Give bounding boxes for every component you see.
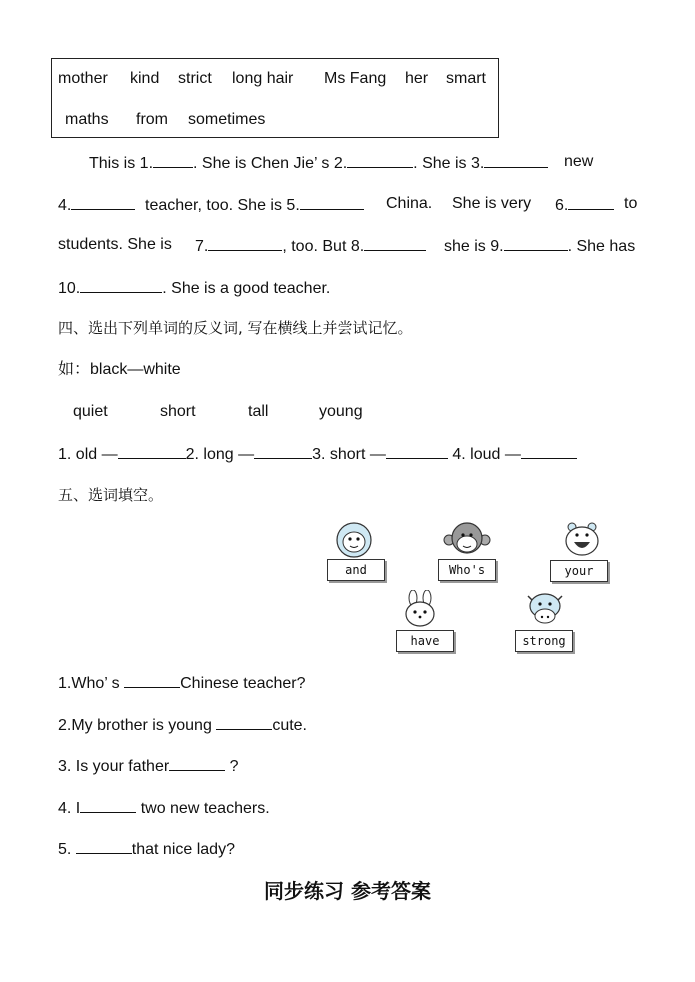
word-bank-item: mother	[58, 70, 108, 87]
word-bank-item: her	[405, 70, 429, 87]
passage-text: She is very	[452, 195, 532, 212]
passage-text: 10. . She is a good teacher.	[58, 277, 330, 299]
antonym-question: 1. old — 2. long — 3. short — 4. loud —	[58, 443, 577, 465]
answer-blank[interactable]	[364, 235, 426, 251]
answer-blank[interactable]	[169, 755, 225, 771]
monkey-icon	[442, 520, 492, 560]
word-card-strong: strong	[515, 630, 573, 652]
lion-icon	[332, 520, 376, 560]
word-bank-item: kind	[130, 70, 160, 87]
answer-blank[interactable]	[71, 194, 135, 210]
cow-icon	[522, 588, 568, 628]
choice-word: tall	[248, 403, 269, 420]
word-bank-item: from	[136, 111, 168, 128]
word-bank-item: Ms Fang	[324, 70, 387, 87]
word-bank-item: long hair	[232, 70, 294, 87]
fill-question: 4. I two new teachers.	[58, 797, 270, 819]
passage-text: new	[564, 153, 594, 170]
answer-blank[interactable]	[80, 797, 136, 813]
passage-text: This is 1. . She is Chen Jie’ s 2. . She is 3.	[89, 152, 548, 174]
section-heading: 四、选出下列单词的反义词, 写在横线上并尝试记忆。	[58, 319, 413, 337]
passage-text: students. She is	[58, 236, 172, 253]
word-bank-item: sometimes	[188, 111, 266, 128]
answer-blank[interactable]	[568, 194, 614, 210]
choice-word: quiet	[73, 403, 108, 420]
rabbit-icon	[400, 590, 440, 628]
answer-blank[interactable]	[80, 277, 162, 293]
answer-key-title: 同步练习 参考答案	[264, 879, 431, 903]
answer-blank[interactable]	[484, 152, 548, 168]
passage-text: 7. , too. But 8.	[195, 235, 426, 257]
word-bank-item: smart	[446, 70, 486, 87]
example-text: 如：black—white	[58, 361, 181, 378]
fill-question: 1.Who’ s Chinese teacher?	[58, 672, 306, 694]
answer-blank[interactable]	[76, 838, 132, 854]
answer-blank[interactable]	[216, 714, 272, 730]
word-card-whos: Who's	[438, 559, 496, 581]
choice-word: young	[319, 403, 363, 420]
answer-blank[interactable]	[208, 235, 282, 251]
fill-question: 2.My brother is young cute.	[58, 714, 307, 736]
word-card-have: have	[396, 630, 454, 652]
word-card-your: your	[550, 560, 608, 582]
word-bank-item: maths	[65, 111, 109, 128]
answer-blank[interactable]	[386, 443, 448, 459]
answer-blank[interactable]	[300, 194, 364, 210]
passage-text: she is 9. . She has	[444, 235, 635, 257]
passage-text: to	[624, 195, 638, 212]
passage-text: 6.	[555, 194, 614, 216]
answer-blank[interactable]	[124, 672, 180, 688]
choice-word: short	[160, 403, 196, 420]
fill-question: 3. Is your father ?	[58, 755, 239, 777]
section-heading: 五、选词填空。	[58, 486, 164, 504]
answer-blank[interactable]	[504, 235, 568, 251]
word-card-and: and	[327, 559, 385, 581]
fill-question: 5. that nice lady?	[58, 838, 235, 860]
answer-blank[interactable]	[347, 152, 413, 168]
word-bank-item: strict	[178, 70, 212, 87]
passage-text: 4.	[58, 194, 135, 216]
passage-text: China.	[386, 195, 433, 212]
answer-blank[interactable]	[521, 443, 577, 459]
passage-text: teacher, too. She is 5.	[145, 194, 364, 216]
answer-blank[interactable]	[153, 152, 193, 168]
pig-icon	[560, 520, 604, 560]
answer-blank[interactable]	[118, 443, 186, 459]
answer-blank[interactable]	[254, 443, 312, 459]
